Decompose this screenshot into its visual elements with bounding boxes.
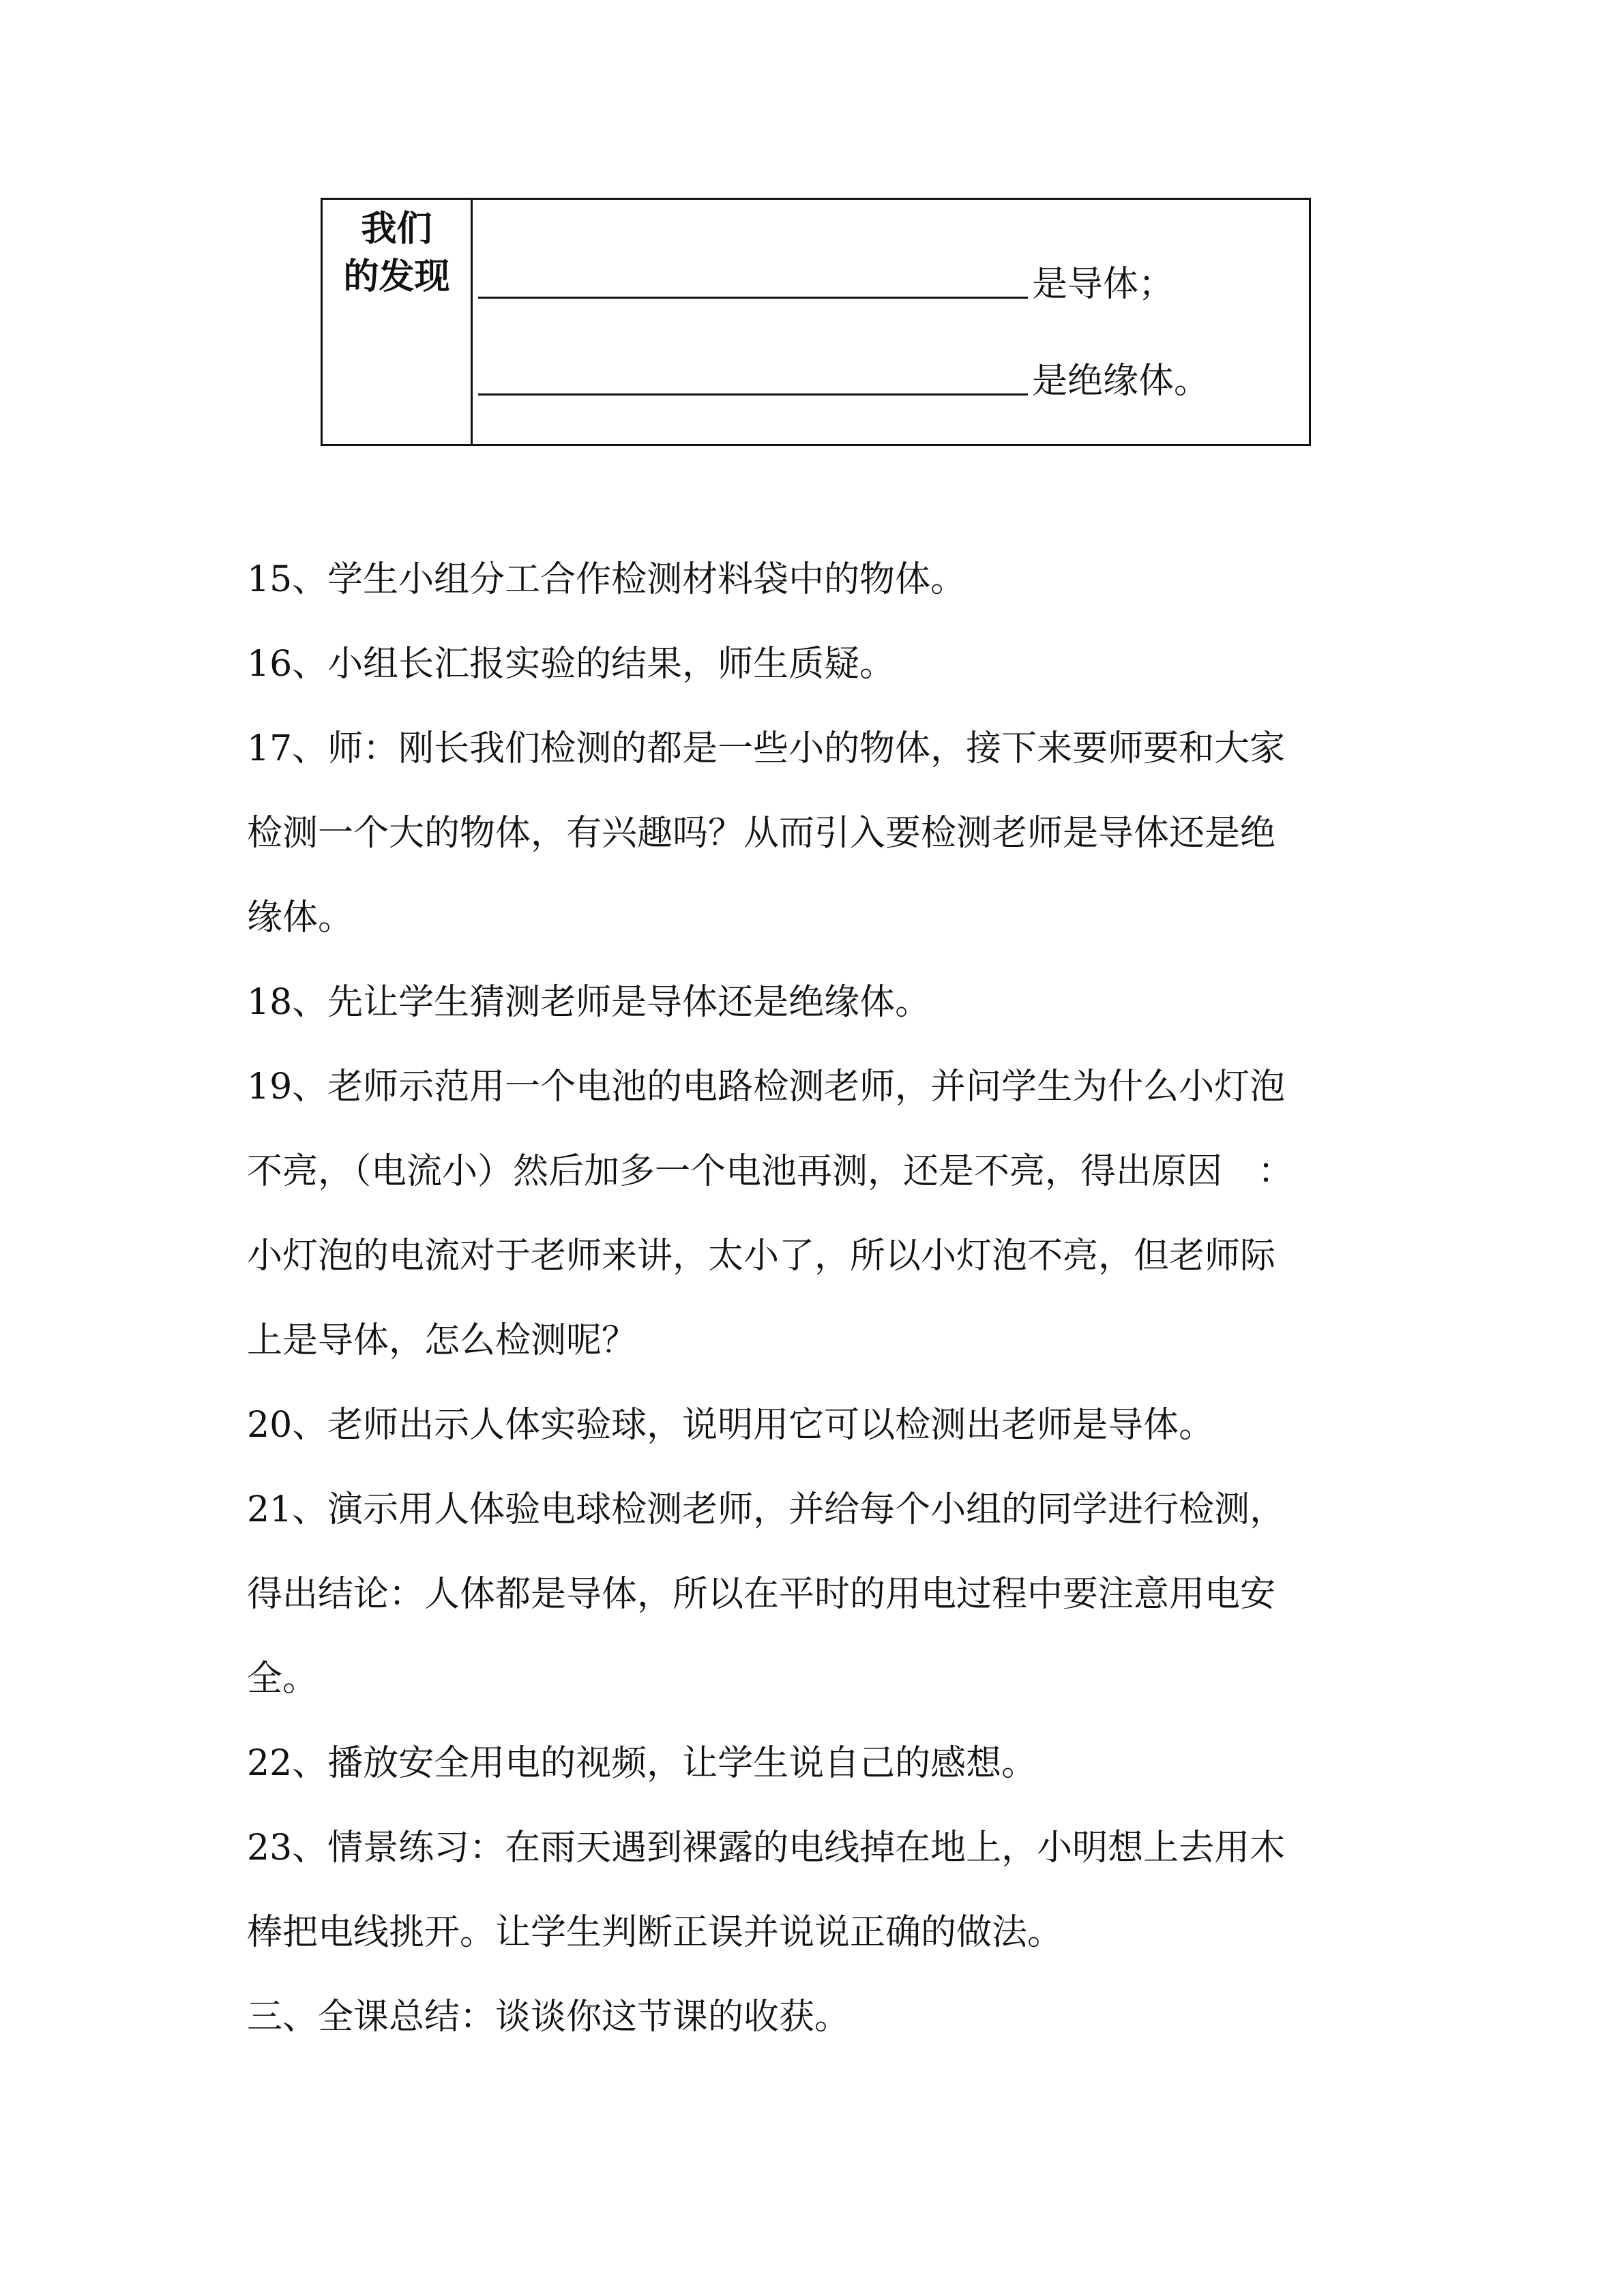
findings-label-line2: 的发现 xyxy=(343,256,450,297)
step-20 xyxy=(247,1383,1372,1467)
conductor-suffix: 是导体； xyxy=(1032,264,1175,305)
findings-label-line1: 我们 xyxy=(361,209,432,250)
text-line: 21、演示用人体验电球检测老师，并给每个小组的同学进行检测， xyxy=(247,1489,1286,1530)
text-line: 20、老师出示人体实验球，说明用它可以检测出老师是导体。 xyxy=(247,1405,1215,1446)
findings-table xyxy=(321,198,1311,446)
text-line: 检测一个大的物体，有兴趣吗？从而引入要检测老师是导体还是绝 xyxy=(247,813,1276,854)
text-line: 得出结论：人体都是导体，所以在平时的用电过程中要注意用电安 xyxy=(247,1574,1276,1615)
text-line: 23、情景练习：在雨天遇到裸露的电线掉在地上，小明想上去用木 xyxy=(247,1828,1286,1868)
step-21 xyxy=(247,1467,1372,1721)
text-line: 三、全课总结：谈谈你这节课的收获。 xyxy=(247,1997,851,2038)
text-line: 16、小组长汇报实验的结果，师生质疑。 xyxy=(247,644,896,685)
text-line: 缘体。 xyxy=(247,897,354,938)
text-line: 19、老师示范用一个电池的电路检测老师，并问学生为什么小灯泡 xyxy=(247,1067,1286,1107)
step-19 xyxy=(247,1045,1372,1383)
insulator-suffix: 是绝缘体。 xyxy=(1032,361,1210,402)
text-line: 小灯泡的电流对于老师来讲，太小了，所以小灯泡不亮，但老师际 xyxy=(247,1236,1276,1277)
step-16 xyxy=(247,622,1372,706)
step-18 xyxy=(247,960,1372,1045)
text-line: 18、先让学生猜测老师是导体还是绝缘体。 xyxy=(247,982,931,1023)
step-23 xyxy=(247,1806,1372,1975)
step-22 xyxy=(247,1721,1372,1806)
insulator-blank[interactable] xyxy=(478,393,1028,396)
text-line: 不亮，（电流小）然后加多一个电池再测，还是不亮，得出原因 ： xyxy=(247,1151,1294,1192)
findings-label-cell xyxy=(323,200,473,444)
lesson-summary xyxy=(247,1975,1372,2059)
text-line: 棒把电线挑开。让学生判断正误并说说正确的做法。 xyxy=(247,1912,1063,1953)
text-line: 上是导体，怎么检测呢？ xyxy=(247,1320,638,1361)
conductor-blank[interactable] xyxy=(478,297,1028,299)
text-line: 22、播放安全用电的视频，让学生说自己的感想。 xyxy=(247,1743,1037,1784)
text-line: 17、师：刚长我们检测的都是一些小的物体，接下来要师要和大家 xyxy=(247,728,1286,769)
step-15 xyxy=(247,537,1372,622)
text-line: 15、学生小组分工合作检测材料袋中的物体。 xyxy=(247,559,966,600)
text-line: 全。 xyxy=(247,1658,319,1699)
step-17 xyxy=(247,706,1372,960)
findings-label xyxy=(323,205,471,301)
